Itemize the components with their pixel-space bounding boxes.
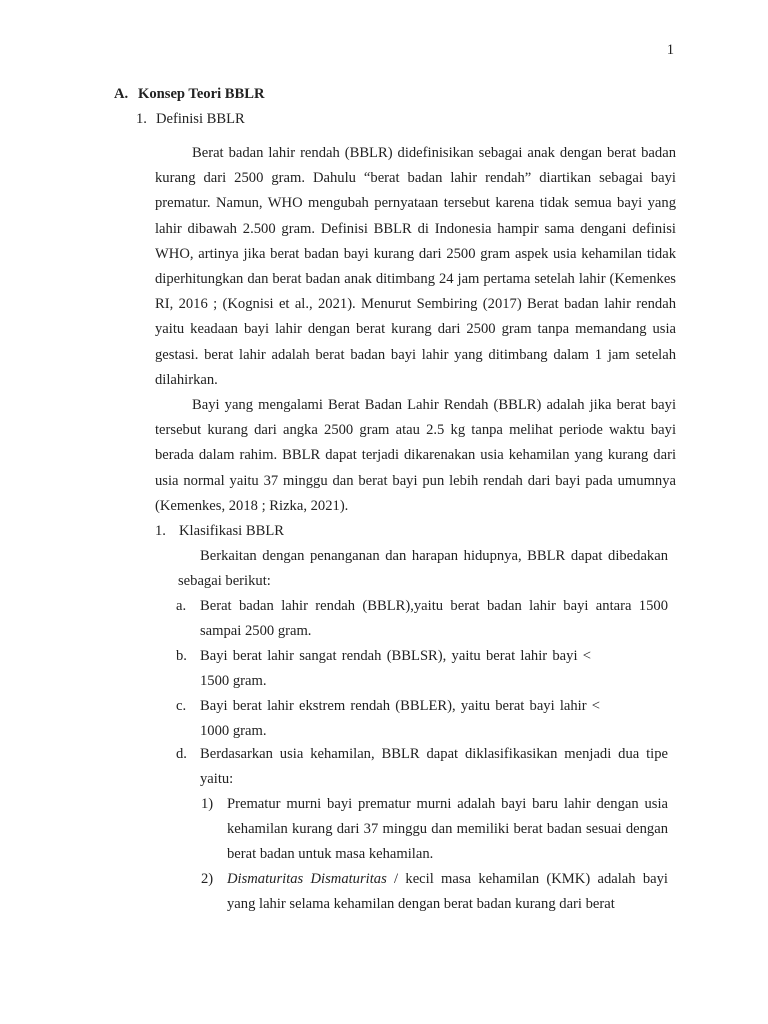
list-item [176,644,591,694]
sub-list-text: / kecil masa kehamilan (KMK) adalah bayi yang lahir selama kehamilan dengan berat badan kurang dari berat [227,871,668,912]
list-text: Bayi berat lahir sangat rendah (BBLSR), yaitu berat lahir bayi < 1500 gram. [200,648,591,689]
classification-heading [155,519,676,544]
list-marker: a. [176,598,187,614]
page-number: 1 [666,42,674,58]
list-item [176,594,668,644]
sub-list-item [201,792,668,867]
list-item [176,742,668,792]
sub-list-marker: 1) [201,796,214,812]
section-title: Konsep Teori BBLR [138,86,265,102]
intro-text: Berkaitan dengan penanganan dan harapan hidupnya, BBLR dapat dibedakan sebagai berikut: [178,548,668,590]
subsection-heading [136,111,245,128]
sub-list-content [227,867,668,917]
list-marker: c. [176,698,187,714]
subsection-title: Definisi BBLR [156,111,245,127]
sub-list-item [201,867,668,917]
classification-title: Klasifikasi BBLR [179,523,284,539]
paragraph-text: Bayi yang mengalami Berat Badan Lahir Rendah (BBLR) adalah jika berat bayi tersebut kurang dari angka 2500 gram atau 2.5 kg tanpa melihat periode waktu bayi berada dalam rahim. BBLR dapat terjadi dikarenakan usia kehamilan yang kurang dari usia normal yaitu 37 minggu dan berat bayi pun lebih rendah dari bayi pada umumnya (Kemenkes, 2018 ; Rizka, 2021). [155,397,676,514]
list-text: Berdasarkan usia kehamilan, BBLR dapat diklasifikasikan menjadi dua tipe yaitu: [200,746,668,787]
sub-list-text: Prematur murni bayi prematur murni adalah bayi baru lahir dengan usia kehamilan kurang dari 37 minggu dan memiliki berat badan sesuai dengan berat badan untuk masa kehamilan. [227,796,668,862]
subsection-marker: 1. [136,111,147,127]
paragraph-text: Berat badan lahir rendah (BBLR) didefinisikan sebagai anak dengan berat badan kurang dari 2500 gram. Dahulu “berat badan lahir rendah” diartikan sebagai bayi prematur. Namun, WHO mengubah pernyataan tersebut karena tidak semua bayi yang lahir dibawah 2.500 gram. Definisi BBLR di Indonesia hampir sama dengani definisi WHO, artinya jika berat badan bayi kurang dari 2500 gram aspek usia kehamilan tidak diperhitungkan dan berat badan anak ditimbang 24 jam pertama setelah lahir (Kemenkes RI, 2016 ; (Kognisi et al., 2021). Menurut Sembiring (2017) Berat badan lahir rendah yaitu keadaan bayi lahir dengan berat kurang dari 2500 gram tanpa memandang usia gestasi. berat lahir adalah berat badan bayi lahir yang ditimbang dalam 1 jam setelah dilahirkan. [155,145,676,388]
list-marker: d. [176,746,187,762]
list-text: Berat badan lahir rendah (BBLR),yaitu berat badan lahir bayi antara 1500 sampai 2500 gram. [200,598,668,639]
definition-paragraph-2 [155,393,676,519]
definition-paragraph-1 [155,141,676,393]
section-marker: A. [114,86,129,102]
section-heading [114,86,265,103]
sub-list-marker: 2) [201,871,214,887]
classification-intro [178,544,668,594]
sub-list-term: Dismaturitas Dismaturitas [227,871,387,887]
list-marker: b. [176,648,187,664]
list-text: Bayi berat lahir ekstrem rendah (BBLER), yaitu berat bayi lahir < 1000 gram. [200,698,600,739]
list-item [176,694,600,744]
classification-marker: 1. [155,523,166,539]
